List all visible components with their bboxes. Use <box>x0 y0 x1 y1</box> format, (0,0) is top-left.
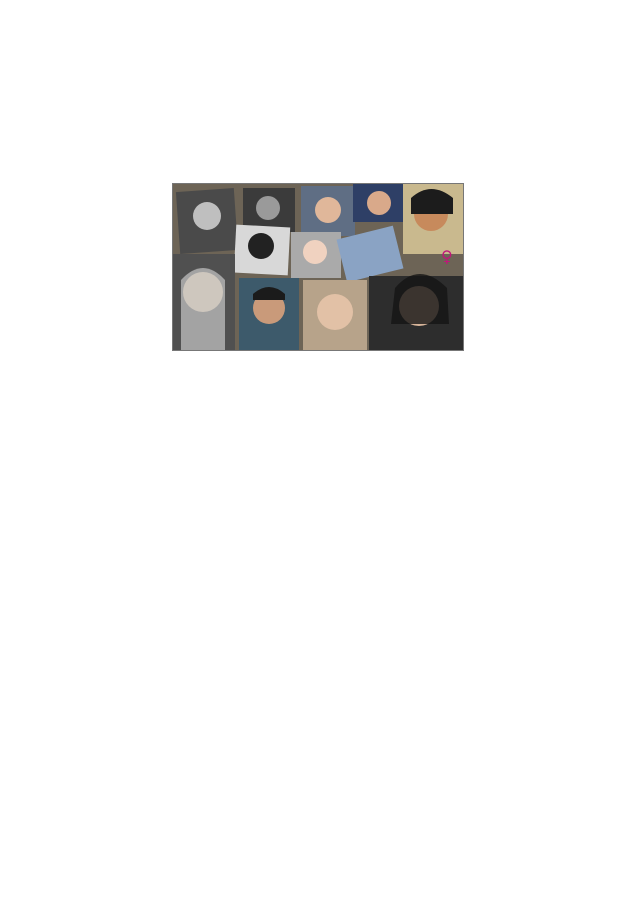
rights-heading <box>86 336 566 376</box>
intro-paragraph <box>92 72 552 101</box>
women-collage-image <box>172 183 464 351</box>
collage-photos <box>173 184 463 350</box>
female-symbol-icon: ♀ <box>441 247 453 266</box>
